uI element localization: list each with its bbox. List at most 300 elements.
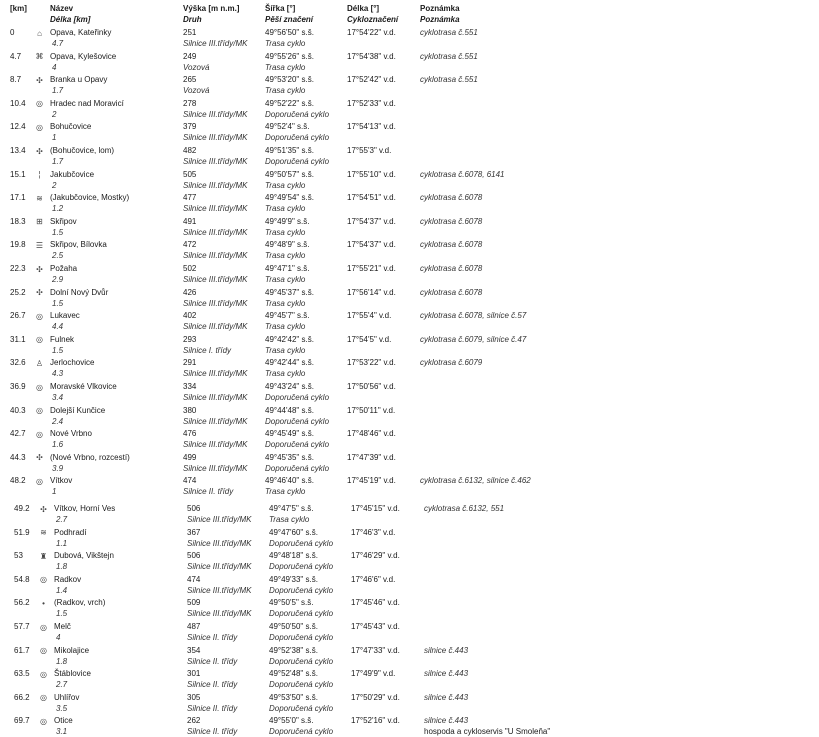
row-name: Opava, Kylešovice: [50, 51, 117, 61]
row-road-type: Vozová: [183, 62, 210, 72]
row-name: Dolejší Kunčice: [50, 405, 106, 415]
col-km-header: [km]: [10, 4, 27, 13]
place-type-icon: ◎: [40, 646, 47, 656]
row-altitude: 305: [187, 692, 201, 702]
place-type-icon: ✣: [36, 288, 43, 298]
col-length-header: Délka [km]: [50, 15, 91, 24]
row-altitude: 505: [183, 169, 197, 179]
row-km: 69.7: [14, 716, 30, 726]
row-altitude: 474: [187, 574, 201, 584]
place-type-icon: ⊞: [36, 217, 43, 227]
row-trail-marking: Trasa cyklo: [265, 39, 306, 48]
row-name: Fulnek: [50, 334, 75, 344]
row-name: Radkov: [54, 574, 82, 584]
row-trail-marking: Doporučená cyklo: [265, 440, 330, 450]
row-length: 3.5: [56, 703, 68, 713]
col-type-header: Druh: [183, 15, 202, 24]
row-trail-marking: Trasa cyklo: [265, 345, 306, 355]
row-note: silnice č.443: [424, 645, 469, 655]
row-latitude: 49°44'48" s.š.: [265, 405, 314, 415]
row-length: 4.3: [52, 369, 64, 379]
row-latitude: 49°55'26" s.š.: [265, 51, 314, 61]
row-latitude: 49°47'5" s.š.: [269, 504, 314, 513]
row-longitude: 17°54'37" v.d.: [347, 240, 396, 250]
row-altitude: 334: [183, 382, 197, 391]
row-length: 2.7: [56, 515, 68, 524]
row-name: Požaha: [50, 264, 78, 273]
row-latitude: 49°52'48" s.š.: [269, 669, 318, 679]
row-road-type: Silnice II. třídy: [187, 680, 238, 690]
row-road-type: Silnice III.třídy/MK: [187, 609, 252, 619]
row-name: Dubová, Vikštejn: [54, 551, 114, 561]
row-altitude: 482: [183, 146, 197, 155]
col-name-header: Název: [50, 4, 74, 13]
row-altitude: 367: [187, 527, 201, 537]
row-km: 4.7: [10, 51, 22, 61]
row-length: 4.4: [52, 322, 64, 332]
row-note: cyklotrasa č.6079: [420, 358, 483, 368]
row-length: 3.1: [56, 727, 68, 737]
row-road-type: Vozová: [183, 86, 210, 96]
place-type-icon: ◎: [36, 429, 43, 439]
row-road-type: Silnice III.třídy/MK: [183, 393, 248, 402]
row-trail-marking: Doporučená cyklo: [269, 633, 334, 642]
row-latitude: 49°47'1" s.š.: [265, 264, 310, 273]
row-km: 40.3: [10, 405, 26, 415]
place-type-icon: •: [42, 598, 45, 608]
row-length: 1.7: [52, 157, 64, 166]
row-trail-marking: Trasa cyklo: [265, 227, 306, 237]
place-type-icon: ✣: [36, 453, 43, 463]
row-longitude: 17°49'9" v.d.: [351, 669, 396, 679]
row-longitude: 17°45'43" v.d.: [351, 622, 400, 631]
row-road-type: Silnice III.třídy/MK: [183, 204, 248, 214]
row-trail-marking: Doporučená cyklo: [269, 727, 334, 737]
row-altitude: 509: [187, 598, 201, 608]
place-type-icon: ◎: [40, 622, 47, 632]
row-altitude: 278: [183, 98, 197, 108]
row-longitude: 17°55'21" v.d.: [347, 264, 396, 273]
row-altitude: 506: [187, 551, 201, 561]
place-type-icon: ◎: [40, 669, 47, 679]
row-length: 1: [52, 487, 57, 497]
row-note: silnice č.443: [424, 716, 469, 726]
row-length: 4.7: [52, 39, 64, 48]
row-name: Vítkov, Horní Ves: [54, 504, 116, 513]
row-length: 1.4: [56, 585, 68, 595]
row-length: 3.9: [52, 463, 64, 473]
row-latitude: 49°48'9" s.š.: [265, 240, 310, 250]
row-km: 51.9: [14, 527, 30, 537]
row-trail-marking: Trasa cyklo: [269, 515, 310, 524]
row-longitude: 17°47'39" v.d.: [347, 452, 396, 462]
row-trail-marking: Doporučená cyklo: [269, 538, 334, 548]
row-longitude: 17°54'22" v.d.: [347, 28, 396, 37]
row-longitude: 17°46'3" v.d.: [351, 527, 396, 537]
row-note: cyklotrasa č.6078, silnice č.57: [420, 311, 527, 321]
row-altitude: 502: [183, 264, 197, 273]
place-type-icon: ◎: [36, 335, 43, 345]
row-name: (Bohučovice, lom): [50, 146, 115, 155]
row-longitude: 17°54'37" v.d.: [347, 216, 396, 226]
place-type-icon: ◎: [36, 406, 43, 416]
row-latitude: 49°45'49" s.š.: [265, 429, 314, 439]
row-km: 66.2: [14, 692, 30, 702]
row-length: 1.5: [52, 227, 64, 237]
row-trail-marking: Trasa cyklo: [265, 62, 306, 72]
row-altitude: 293: [183, 334, 197, 344]
row-latitude: 49°47'60" s.š.: [269, 527, 318, 537]
place-type-icon: ◎: [36, 311, 43, 321]
row-length: 1.6: [52, 440, 64, 450]
row-road-type: Silnice III.třídy/MK: [183, 157, 248, 166]
row-length: 2.7: [56, 680, 68, 690]
row-longitude: 17°53'22" v.d.: [347, 358, 396, 368]
row-length: 1.8: [56, 656, 68, 666]
row-length: 1.7: [52, 86, 64, 96]
row-name: Nové Vrbno: [50, 429, 92, 439]
row-name: Skřipov: [50, 216, 77, 226]
row-latitude: 49°52'22" s.š.: [265, 98, 314, 108]
row-name: Jakubčovice: [50, 169, 95, 179]
row-latitude: 49°52'38" s.š.: [269, 645, 318, 655]
row-length: 1.1: [56, 538, 68, 548]
row-road-type: Silnice II. třídy: [187, 703, 238, 713]
row-km: 36.9: [10, 382, 26, 391]
row-altitude: 379: [183, 122, 197, 132]
place-type-icon: ♜: [39, 551, 48, 561]
row-road-type: Silnice III.třídy/MK: [183, 251, 248, 261]
col-lon-header: Délka [°]: [347, 4, 380, 13]
place-type-icon: ✣: [40, 504, 47, 514]
row-note: silnice č.443: [424, 669, 469, 679]
row-trail-marking: Doporučená cyklo: [265, 416, 330, 426]
row-latitude: 49°49'54" s.š.: [265, 193, 314, 203]
row-road-type: Silnice II. třídy: [183, 487, 234, 497]
row-altitude: 477: [183, 193, 197, 203]
row-trail-marking: Trasa cyklo: [265, 251, 306, 261]
row-km: 32.6: [10, 358, 26, 368]
row-km: 56.2: [14, 598, 30, 608]
place-type-icon: ☰: [35, 240, 44, 250]
row-altitude: 265: [183, 75, 197, 85]
row-name: Hradec nad Moravicí: [50, 98, 124, 108]
row-length: 2: [52, 180, 57, 190]
row-km: 42.7: [10, 429, 26, 439]
row-km: 0: [10, 28, 15, 37]
row-latitude: 49°52'4" s.š.: [265, 122, 310, 132]
row-name: (Nové Vrbno, rozcestí): [50, 452, 130, 462]
row-longitude: 17°55'4" v.d.: [347, 311, 392, 321]
row-road-type: Silnice II. třídy: [187, 727, 238, 737]
row-latitude: 49°50'50" s.š.: [269, 622, 318, 631]
place-type-icon: ◎: [40, 575, 47, 585]
row-longitude: 17°48'46" v.d.: [347, 429, 396, 439]
row-note: cyklotrasa č.6078: [420, 240, 483, 250]
row-length: 2.5: [52, 251, 64, 261]
row-latitude: 49°43'24" s.š.: [265, 382, 314, 391]
row-road-type: Silnice III.třídy/MK: [183, 109, 248, 119]
row-km: 53: [14, 551, 23, 561]
row-km: 25.2: [10, 287, 26, 297]
row-road-type: Silnice II. třídy: [187, 656, 238, 666]
row-note: cyklotrasa č.6078, 6141: [420, 169, 505, 179]
row-road-type: Silnice III.třídy/MK: [183, 463, 248, 473]
row-name: Jerlochovice: [50, 358, 95, 368]
row-trail-marking: Doporučená cyklo: [269, 680, 334, 690]
row-latitude: 49°45'7" s.š.: [265, 311, 310, 321]
place-type-icon: ⌂: [37, 28, 42, 38]
row-longitude: 17°56'14" v.d.: [347, 287, 396, 297]
row-note: cyklotrasa č.6078: [420, 216, 483, 226]
col-cyclo-header: Cykloznačení: [347, 15, 399, 24]
row-length: 1.8: [56, 562, 68, 572]
row-road-type: Silnice III.třídy/MK: [183, 227, 248, 237]
row-name: Melč: [54, 622, 71, 631]
row-km: 61.7: [14, 645, 30, 655]
row-trail-marking: Doporučená cyklo: [265, 157, 330, 166]
row-longitude: 17°55'3" v.d.: [347, 146, 392, 155]
row-trail-marking: Doporučená cyklo: [269, 656, 334, 666]
row-road-type: Silnice III.třídy/MK: [183, 440, 248, 450]
row-altitude: 426: [183, 287, 197, 297]
row-name: Otice: [54, 716, 73, 726]
row-name: Skřipov, Bílovka: [50, 240, 107, 250]
row-name: (Radkov, vrch): [54, 598, 106, 608]
row-altitude: 354: [187, 645, 201, 655]
row-road-type: Silnice III.třídy/MK: [187, 538, 252, 548]
row-trail-marking: Trasa cyklo: [265, 369, 306, 379]
row-latitude: 49°45'37" s.š.: [265, 287, 314, 297]
row-km: 8.7: [10, 75, 22, 85]
row-km: 54.8: [14, 574, 30, 584]
row-altitude: 472: [183, 240, 197, 250]
place-type-icon: ¦: [38, 170, 41, 180]
place-type-icon: ≋: [40, 528, 47, 538]
row-longitude: 17°45'15" v.d.: [351, 504, 400, 513]
row-name: Opava, Kateřinky: [50, 28, 112, 37]
row-km: 12.4: [10, 122, 26, 132]
row-longitude: 17°52'42" v.d.: [347, 75, 396, 85]
row-km: 22.3: [10, 264, 26, 273]
row-road-type: Silnice III.třídy/MK: [183, 133, 248, 143]
row-trail-marking: Trasa cyklo: [265, 487, 306, 497]
row-km: 49.2: [14, 504, 30, 513]
row-trail-marking: Doporučená cyklo: [265, 393, 330, 402]
row-altitude: 476: [183, 429, 197, 439]
row-trail-marking: Doporučená cyklo: [269, 585, 334, 595]
row-trail-marking: Doporučená cyklo: [265, 109, 330, 119]
row-road-type: Silnice III.třídy/MK: [183, 39, 248, 48]
row-road-type: Silnice I. třídy: [183, 345, 232, 355]
row-note: cyklotrasa č.6078: [420, 193, 483, 203]
row-name: Uhlířov: [54, 692, 80, 702]
row-road-type: Silnice III.třídy/MK: [183, 322, 248, 332]
row-latitude: 49°42'42" s.š.: [265, 334, 314, 344]
place-type-icon: ◎: [36, 382, 43, 392]
row-km: 19.8: [10, 240, 26, 250]
place-type-icon: ♙: [35, 358, 44, 368]
row-altitude: 491: [183, 216, 197, 226]
row-latitude: 49°46'40" s.š.: [265, 476, 314, 486]
row-km: 10.4: [10, 98, 26, 108]
row-trail-marking: Trasa cyklo: [265, 180, 306, 190]
row-trail-marking: Doporučená cyklo: [269, 703, 334, 713]
row-note: cyklotrasa č.551: [420, 75, 478, 85]
col-note2-header: Poznámka: [420, 15, 460, 24]
row-longitude: 17°50'56" v.d.: [347, 382, 396, 391]
row-longitude: 17°54'51" v.d.: [347, 193, 396, 203]
row-longitude: 17°54'38" v.d.: [347, 51, 396, 61]
row-name: Podhradí: [54, 527, 87, 537]
col-note-header: Poznámka: [420, 4, 460, 13]
row-altitude: 262: [187, 716, 201, 726]
row-trail-marking: Trasa cyklo: [265, 322, 306, 332]
place-type-icon: ◎: [36, 476, 43, 486]
row-latitude: 49°49'33" s.š.: [269, 574, 318, 584]
row-name: Moravské Vlkovice: [50, 382, 117, 391]
row-road-type: Silnice III.třídy/MK: [183, 180, 248, 190]
row-road-type: Silnice III.třídy/MK: [183, 369, 248, 379]
row-note: cyklotrasa č.6132, silnice č.462: [420, 476, 531, 486]
row-latitude: 49°53'50" s.š.: [269, 692, 318, 702]
row-length: 1.2: [52, 204, 64, 214]
row-length: 2.9: [52, 275, 64, 284]
row-altitude: 291: [183, 358, 197, 368]
row-name: Branka u Opavy: [50, 75, 108, 85]
row-length: 1.5: [52, 345, 64, 355]
row-km: 26.7: [10, 311, 26, 321]
row-length: 2.4: [52, 416, 64, 426]
row-longitude: 17°47'33" v.d.: [351, 645, 400, 655]
row-km: 15.1: [10, 169, 26, 179]
row-name: Vítkov: [50, 476, 73, 486]
row-length: 1.5: [52, 298, 64, 308]
row-trail-marking: Doporučená cyklo: [269, 609, 334, 619]
place-type-icon: ✣: [36, 146, 43, 156]
place-type-icon: ◎: [40, 693, 47, 703]
row-length: 3.4: [52, 393, 64, 402]
row-road-type: Silnice II. třídy: [187, 633, 238, 642]
row-latitude: 49°42'44" s.š.: [265, 358, 314, 368]
row-length: 4: [52, 62, 57, 72]
row-longitude: 17°55'10" v.d.: [347, 169, 396, 179]
row-longitude: 17°45'19" v.d.: [347, 476, 396, 486]
row-altitude: 249: [183, 51, 197, 61]
row-name: Mikolajice: [54, 645, 90, 655]
row-km: 31.1: [10, 334, 26, 344]
row-altitude: 402: [183, 311, 197, 321]
row-note: cyklotrasa č.6078: [420, 287, 483, 297]
row-km: 13.4: [10, 146, 26, 155]
row-longitude: 17°46'6" v.d.: [351, 574, 396, 584]
row-altitude: 474: [183, 476, 197, 486]
row-latitude: 49°51'35" s.š.: [265, 146, 314, 155]
row-latitude: 49°48'18" s.š.: [269, 551, 318, 561]
row-name: Lukavec: [50, 311, 80, 321]
place-type-icon: ≋: [36, 193, 43, 203]
row-km: 63.5: [14, 669, 30, 679]
row-note: cyklotrasa č.6079, silnice č.47: [420, 334, 527, 344]
row-longitude: 17°54'13" v.d.: [347, 122, 396, 132]
row-km: 57.7: [14, 622, 30, 631]
row-trail-marking: Doporučená cyklo: [265, 133, 330, 143]
row-name: Bohučovice: [50, 122, 92, 132]
row-altitude: 251: [183, 28, 197, 37]
col-lat-header: Šířka [°]: [265, 4, 296, 13]
row-name: (Jakubčovice, Mostky): [50, 193, 130, 203]
row-latitude: 49°50'5" s.š.: [269, 598, 314, 608]
row-note: silnice č.443: [424, 692, 469, 702]
row-road-type: Silnice III.třídy/MK: [183, 416, 248, 426]
place-type-icon: ◎: [36, 122, 43, 132]
row-longitude: 17°50'29" v.d.: [351, 692, 400, 702]
row-longitude: 17°46'29" v.d.: [351, 551, 400, 561]
row-length: 1: [52, 133, 57, 143]
row-altitude: 380: [183, 405, 197, 415]
row-latitude: 49°49'9" s.š.: [265, 216, 310, 226]
row-longitude: 17°45'46" v.d.: [351, 598, 400, 608]
row-road-type: Silnice III.třídy/MK: [187, 515, 252, 524]
row-road-type: Silnice III.třídy/MK: [183, 298, 248, 308]
row-trail-marking: Doporučená cyklo: [269, 562, 334, 572]
row-note-extra: hospoda a cykloservis "U Smoleňa": [424, 727, 551, 737]
row-note: cyklotrasa č.551: [420, 51, 478, 61]
row-road-type: Silnice III.třídy/MK: [187, 562, 252, 572]
row-km: 17.1: [10, 193, 26, 203]
row-km: 18.3: [10, 216, 26, 226]
row-altitude: 499: [183, 452, 197, 462]
col-altitude-header: Výška [m n.m.]: [183, 4, 240, 13]
row-altitude: 487: [187, 622, 201, 631]
row-road-type: Silnice III.třídy/MK: [187, 585, 252, 595]
row-name: Dolní Nový Dvůr: [50, 287, 109, 297]
row-latitude: 49°53'20" s.š.: [265, 75, 314, 85]
row-longitude: 17°54'5" v.d.: [347, 334, 392, 344]
row-latitude: 49°50'57" s.š.: [265, 169, 314, 179]
row-length: 4: [56, 633, 61, 642]
row-trail-marking: Trasa cyklo: [265, 275, 306, 284]
row-km: 44.3: [10, 452, 26, 462]
row-latitude: 49°45'35" s.š.: [265, 452, 314, 462]
row-altitude: 301: [187, 669, 201, 679]
row-length: 1.5: [56, 609, 68, 619]
row-length: 2: [52, 109, 57, 119]
row-longitude: 17°50'11" v.d.: [347, 405, 396, 415]
place-type-icon: ✣: [36, 75, 43, 85]
row-trail-marking: Doporučená cyklo: [265, 463, 330, 473]
row-trail-marking: Trasa cyklo: [265, 86, 306, 96]
row-latitude: 49°56'50" s.š.: [265, 28, 314, 37]
place-type-icon: ⌘: [35, 52, 44, 62]
col-trail-header: Pěší značení: [265, 15, 314, 24]
place-type-icon: ✣: [36, 264, 43, 274]
row-km: 48.2: [10, 476, 26, 486]
row-altitude: 506: [187, 504, 201, 513]
row-latitude: 49°55'0" s.š.: [269, 716, 314, 726]
row-longitude: 17°52'16" v.d.: [351, 716, 400, 726]
row-note: cyklotrasa č.6078: [420, 264, 483, 273]
row-road-type: Silnice III.třídy/MK: [183, 275, 248, 284]
row-note: cyklotrasa č.6132, 551: [424, 504, 505, 513]
row-name: Štáblovice: [54, 669, 91, 679]
row-trail-marking: Trasa cyklo: [265, 298, 306, 308]
row-longitude: 17°52'33" v.d.: [347, 98, 396, 108]
row-note: cyklotrasa č.551: [420, 28, 478, 37]
place-type-icon: ◎: [40, 716, 47, 726]
place-type-icon: ◎: [36, 99, 43, 109]
row-trail-marking: Trasa cyklo: [265, 204, 306, 214]
